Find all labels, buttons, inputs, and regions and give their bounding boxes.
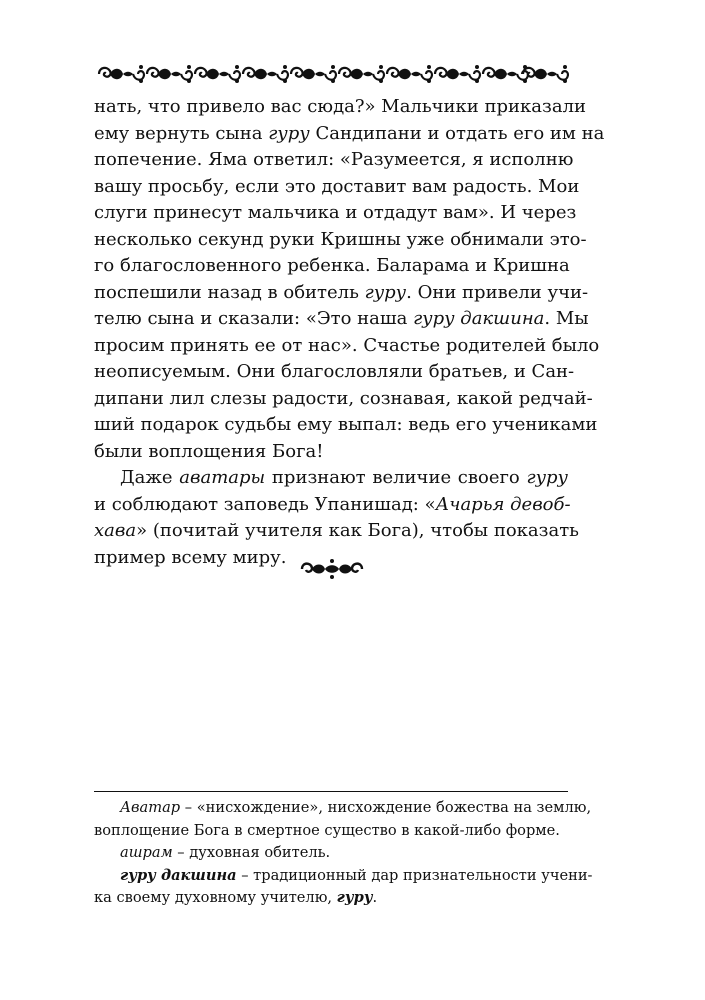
paragraph-text: » (почитай учителя как Бога), чтобы показать: [136, 520, 579, 541]
footnote-line: [94, 887, 568, 910]
paragraph-line: [94, 518, 579, 545]
footnote-text: ка своему духовному учителю,: [94, 889, 337, 907]
paragraph-line: [94, 333, 600, 360]
footnote-line: [94, 842, 568, 865]
footnote-emphasis: гуру дакшина: [120, 866, 237, 884]
footnote-text: – духовная обитель.: [172, 844, 331, 862]
paragraph-text: нать, что привело вас сюда?» Мальчики приказали: [94, 96, 587, 117]
paragraph-text: неописуемым. Они благословляли братьев, и Сан-: [94, 361, 575, 382]
footnote-text: .: [372, 889, 378, 907]
main-text: [94, 94, 605, 571]
paragraph-line: [94, 94, 587, 121]
paragraph-line: [94, 492, 571, 519]
paragraph-text: просим принять ее от нас». Счастье родителей было: [94, 334, 600, 356]
footnote-line: [94, 797, 592, 820]
paragraph-text: пример всему миру.: [94, 546, 287, 568]
paragraph-line: [94, 147, 574, 174]
paragraph-line: [94, 386, 593, 413]
paragraph-line: [94, 280, 589, 307]
paragraph-text: . Мы: [544, 308, 589, 329]
paragraph-text: несколько секунд руки Кришны уже обнимали это-: [94, 228, 587, 250]
ornament-divider-icon: [300, 558, 364, 580]
paragraph-line: [94, 174, 580, 201]
paragraph-emphasis: аватары: [179, 467, 266, 488]
paragraph-text: . Они привели учи-: [406, 281, 589, 303]
paragraph-line: [94, 253, 568, 280]
footnote-line: [94, 820, 568, 843]
paragraph-line: [94, 227, 587, 254]
paragraph-text: были воплощения Бога!: [94, 440, 324, 462]
paragraph-text: признают величие своего: [265, 467, 527, 488]
paragraph-text: ему вернуть сына: [94, 122, 269, 144]
footnote-emphasis: Аватар: [120, 799, 181, 816]
footnote-text: – традиционный дар признательности учени-: [236, 866, 593, 884]
paragraph-emphasis: Ачарья девоб-: [435, 493, 571, 515]
paragraph-emphasis: гуру: [364, 281, 407, 303]
paragraph-text: слуги принесут мальчика и отдадут вам». И через: [94, 202, 577, 223]
paragraph-line: [94, 465, 568, 492]
footnote-emphasis: гуру: [336, 889, 373, 907]
paragraph-text: попечение. Яма ответил: «Разумеется, я исполню: [94, 149, 574, 170]
paragraph-text: Сандипани и отдать его им на: [309, 122, 605, 144]
paragraph-text: телю сына и сказали: «Это наша: [94, 308, 414, 329]
footnote-text: – «нисхождение», нисхождение божества на землю,: [180, 799, 592, 816]
paragraph-text: вашу просьбу, если это доставит вам радость. Мои: [94, 175, 580, 197]
paragraph-text: и соблюдают заповедь Упанишад: «: [94, 493, 436, 515]
paragraph-line: [94, 306, 589, 333]
footnote-divider: [94, 791, 568, 792]
footnote-emphasis: ашрам: [120, 844, 173, 862]
footnote-line: [94, 865, 593, 888]
paragraph-emphasis: хава: [94, 520, 137, 541]
paragraph-emphasis: гуру: [526, 467, 568, 488]
footnote-text: воплощение Бога в смертное существо в какой-либо форме.: [94, 821, 560, 839]
paragraph-emphasis: гуру: [268, 122, 310, 144]
paragraph-text: го благословенного ребенка. Баларама и Кришна: [94, 255, 570, 276]
paragraph-text: дипани лил слезы радости, сознавая, какой редчай-: [94, 387, 593, 409]
paragraph-line: [94, 412, 598, 439]
paragraph-line: [94, 359, 575, 386]
paragraph-line: [94, 439, 568, 466]
footnotes: [94, 797, 593, 910]
paragraph-emphasis: гуру дакшина: [413, 308, 545, 329]
paragraph-text: Даже: [120, 467, 180, 488]
paragraph-text: поспешили назад в обитель: [94, 281, 365, 303]
paragraph-text: ший подарок судьбы ему выпал: ведь его учениками: [94, 414, 598, 435]
paragraph-line: [94, 121, 605, 148]
ornamental-border-icon: [97, 63, 569, 85]
paragraph-line: [94, 200, 577, 227]
